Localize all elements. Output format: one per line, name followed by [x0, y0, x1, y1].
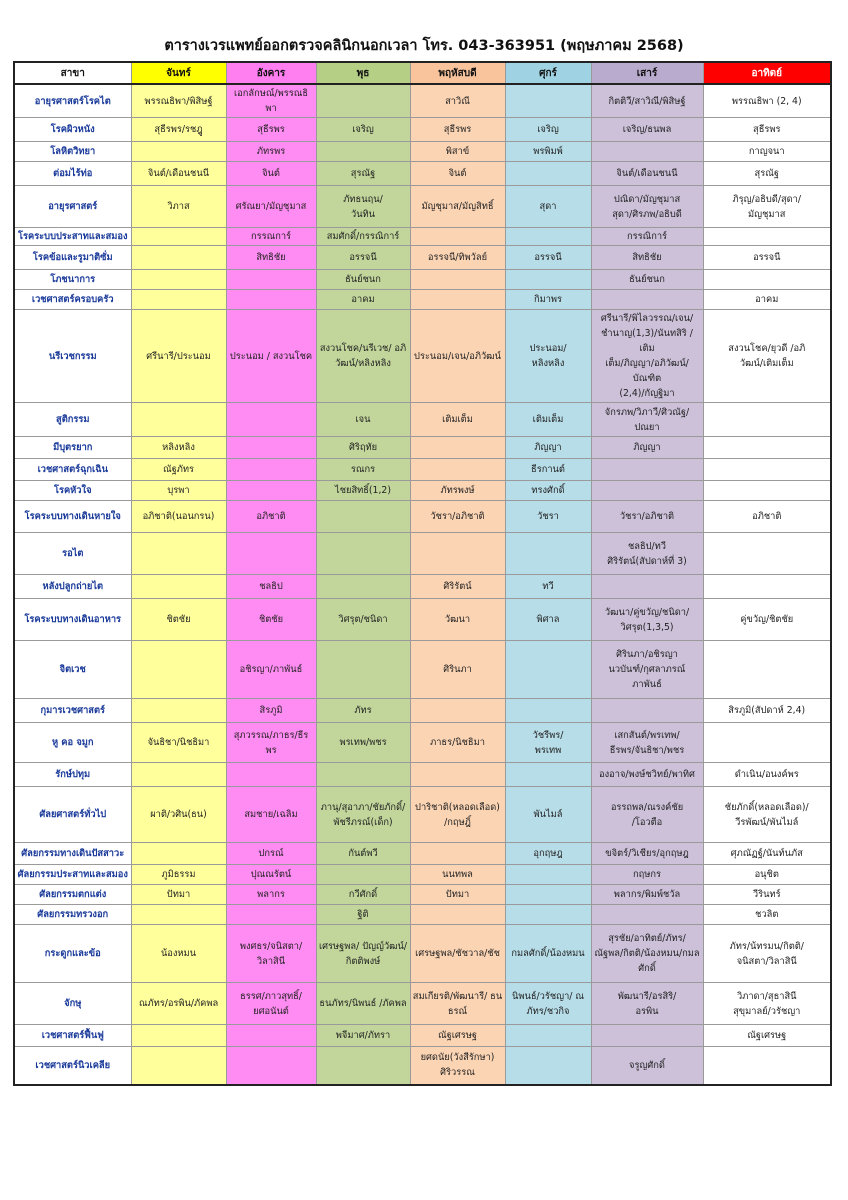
schedule-cell-wednesday [316, 1047, 410, 1085]
schedule-cell-wednesday [316, 501, 410, 533]
dept-cell: นรีเวชกรรม [14, 310, 131, 403]
schedule-cell-friday [505, 641, 591, 699]
schedule-cell-wednesday [316, 575, 410, 599]
schedule-cell-friday: พรพิมพ์ [505, 142, 591, 162]
schedule-cell-thursday [410, 270, 505, 290]
schedule-cell-sunday [703, 403, 831, 437]
schedule-cell-sunday: ศุภณัฏฐ์/นันท์นภัส [703, 843, 831, 865]
schedule-cell-tuesday [226, 459, 316, 481]
dept-cell: โลหิตวิทยา [14, 142, 131, 162]
schedule-cell-thursday [410, 763, 505, 787]
dept-cell: กระดูกและข้อ [14, 925, 131, 983]
schedule-cell-saturday: ปณิดา/มัญชุมาส สุดา/ศิรภพ/อธิบดี [591, 186, 703, 228]
schedule-cell-monday [131, 575, 226, 599]
schedule-cell-tuesday: ชลธิป [226, 575, 316, 599]
schedule-cell-monday: น้องหมน [131, 925, 226, 983]
schedule-cell-tuesday: ศรัณยา/มัญชุมาส [226, 186, 316, 228]
schedule-cell-monday [131, 1047, 226, 1085]
schedule-cell-sunday [703, 228, 831, 246]
schedule-cell-saturday: จินต์/เดือนชนนี [591, 162, 703, 186]
schedule-cell-wednesday: เศรษฐพล/ ปัญญ์วัฒน์/ กิตติพงษ์ [316, 925, 410, 983]
schedule-cell-sunday: ดำเนิน/อนงค์พร [703, 763, 831, 787]
schedule-cell-friday: พันไมล์ [505, 787, 591, 843]
schedule-cell-saturday: จรูญศักดิ์ [591, 1047, 703, 1085]
table-row [14, 162, 831, 186]
schedule-cell-saturday [591, 481, 703, 501]
schedule-cell-sunday [703, 481, 831, 501]
header-day-thursday: พฤหัสบดี [410, 62, 505, 84]
schedule-cell-wednesday: เจริญ [316, 118, 410, 142]
schedule-cell-monday: สุธีรพร/รชฎู [131, 118, 226, 142]
schedule-cell-friday: ทวี [505, 575, 591, 599]
schedule-cell-friday [505, 699, 591, 723]
schedule-cell-monday: ปัทมา [131, 885, 226, 905]
header-day-tuesday: อังคาร [226, 62, 316, 84]
schedule-cell-friday [505, 885, 591, 905]
header-day-friday: ศุกร์ [505, 62, 591, 84]
schedule-cell-tuesday: ชิตชัย [226, 599, 316, 641]
schedule-cell-friday [505, 865, 591, 885]
schedule-cell-monday [131, 699, 226, 723]
table-row [14, 84, 831, 118]
dept-cell: อายุรศาสตร์ [14, 186, 131, 228]
schedule-cell-monday: ภูมิธรรม [131, 865, 226, 885]
schedule-cell-saturday: พัฒนารี/อรสิริ/ อรพิน [591, 983, 703, 1025]
table-row [14, 501, 831, 533]
schedule-cell-tuesday: กรรณการ์ [226, 228, 316, 246]
table-row [14, 118, 831, 142]
schedule-cell-thursday: ภาธร/นิชธิมา [410, 723, 505, 763]
table-row [14, 843, 831, 865]
schedule-cell-sunday [703, 459, 831, 481]
schedule-cell-tuesday [226, 1047, 316, 1085]
schedule-cell-thursday: ณัฐเศรษฐ [410, 1025, 505, 1047]
dept-cell: กุมารเวชศาสตร์ [14, 699, 131, 723]
header-day-monday: จันทร์ [131, 62, 226, 84]
schedule-cell-wednesday [316, 641, 410, 699]
schedule-cell-sunday [703, 723, 831, 763]
schedule-cell-monday [131, 641, 226, 699]
schedule-cell-monday: จินต์/เดือนชนนี [131, 162, 226, 186]
schedule-cell-wednesday: อรรจนี [316, 246, 410, 270]
schedule-cell-tuesday: สุธีรพร [226, 118, 316, 142]
dept-cell: เวชศาสตร์นิวเคลีย [14, 1047, 131, 1085]
schedule-cell-wednesday: ฐิติ [316, 905, 410, 925]
dept-cell: สูติกรรม [14, 403, 131, 437]
table-row [14, 142, 831, 162]
table-row [14, 310, 831, 403]
schedule-cell-sunday: คู่ขวัญ/ชิตชัย [703, 599, 831, 641]
schedule-cell-sunday [703, 437, 831, 459]
schedule-cell-tuesday: สุภวรรณ/ภาธร/ธีรพร [226, 723, 316, 763]
schedule-cell-saturday [591, 699, 703, 723]
table-row [14, 905, 831, 925]
schedule-cell-saturday: ขจิตร์/วิเชียร/อุกฤษฎ [591, 843, 703, 865]
dept-cell: โรคหัวใจ [14, 481, 131, 501]
schedule-cell-monday [131, 1025, 226, 1047]
schedule-cell-friday: วัชรีพร/ พรเทพ [505, 723, 591, 763]
schedule-table [13, 61, 832, 1086]
dept-cell: โรคข้อและรูมาติซั่ม [14, 246, 131, 270]
schedule-cell-thursday [410, 437, 505, 459]
schedule-cell-friday: เติมเต็ม [505, 403, 591, 437]
schedule-cell-monday [131, 142, 226, 162]
dept-cell: ศัลยกรรมทรวงอก [14, 905, 131, 925]
schedule-cell-monday: พรรณธิพา/พิสิษฐ์ [131, 84, 226, 118]
schedule-cell-friday: ธีรกานต์ [505, 459, 591, 481]
schedule-cell-tuesday [226, 437, 316, 459]
schedule-cell-friday: สุดา [505, 186, 591, 228]
schedule-cell-monday: ณัฐภัทร [131, 459, 226, 481]
schedule-cell-thursday [410, 533, 505, 575]
schedule-cell-wednesday: พรเทพ/พชร [316, 723, 410, 763]
schedule-cell-wednesday: พจีมาศ/ภัทรา [316, 1025, 410, 1047]
schedule-cell-saturday: ชลธิป/ทวี ศิริรัตน์(สัปดาห์ที่ 3) [591, 533, 703, 575]
schedule-cell-wednesday: ธันย์ชนก [316, 270, 410, 290]
schedule-cell-saturday: สิทธิชัย [591, 246, 703, 270]
table-row [14, 885, 831, 905]
schedule-cell-wednesday: ศิริฤทัย [316, 437, 410, 459]
schedule-cell-wednesday: สมศักดิ์/กรรณิการ์ [316, 228, 410, 246]
schedule-cell-sunday [703, 641, 831, 699]
schedule-cell-monday [131, 270, 226, 290]
schedule-cell-wednesday [316, 142, 410, 162]
schedule-cell-thursday: สมเกียรติ/พัฒนารี/ ธน ธรณ์ [410, 983, 505, 1025]
schedule-cell-sunday: วิภาดา/สุธาสินี สุขุมาลย์/วรัชญา [703, 983, 831, 1025]
schedule-cell-tuesday: จินต์ [226, 162, 316, 186]
dept-cell: เวชศาสตร์ครอบครัว [14, 290, 131, 310]
schedule-cell-saturday: เสกสันต์/พรเทพ/ ธีรพร/จันธิชา/พชร [591, 723, 703, 763]
schedule-cell-wednesday: สงวนโชค/นรีเวช/ อภิ วัฒน์/หลิงหลิง [316, 310, 410, 403]
schedule-cell-saturday: ภิญญา [591, 437, 703, 459]
schedule-cell-sunday: อภิชาติ [703, 501, 831, 533]
table-row [14, 599, 831, 641]
schedule-cell-saturday [591, 290, 703, 310]
table-row [14, 228, 831, 246]
table-row [14, 641, 831, 699]
schedule-cell-saturday [591, 1025, 703, 1047]
schedule-cell-monday: ศรีนารี/ประนอม [131, 310, 226, 403]
schedule-body [14, 84, 831, 1085]
schedule-cell-wednesday: วิศรุต/ชนิดา [316, 599, 410, 641]
schedule-cell-monday [131, 403, 226, 437]
schedule-cell-thursday: จินต์ [410, 162, 505, 186]
schedule-cell-friday: ภิญญา [505, 437, 591, 459]
schedule-cell-friday [505, 1025, 591, 1047]
schedule-cell-friday [505, 533, 591, 575]
schedule-cell-saturday: สุรชัย/อาทิตย์/ภัทร/ ณัฐพล/กิตติ/น้องหมน/กมล ศักดิ์ [591, 925, 703, 983]
table-row [14, 186, 831, 228]
header-day-wednesday: พุธ [316, 62, 410, 84]
schedule-cell-tuesday: ประนอม / สงวนโชค [226, 310, 316, 403]
schedule-cell-thursday: เติมเต็ม [410, 403, 505, 437]
schedule-cell-friday: นิพนธ์/วรัชญา/ ณ ภัทร/ชวกิจ [505, 983, 591, 1025]
schedule-cell-sunday: พรรณธิพา (2, 4) [703, 84, 831, 118]
dept-cell: โรคระบบทางเดินหายใจ [14, 501, 131, 533]
schedule-cell-sunday: ภิรุญ/อธิบดี/สุดา/ มัญชุมาส [703, 186, 831, 228]
schedule-cell-saturday: ธันย์ชนก [591, 270, 703, 290]
schedule-cell-thursday [410, 843, 505, 865]
schedule-cell-saturday [591, 142, 703, 162]
schedule-cell-wednesday: ไชยสิทธิ์(1,2) [316, 481, 410, 501]
schedule-cell-thursday: พิสาข์ [410, 142, 505, 162]
schedule-cell-tuesday [226, 270, 316, 290]
dept-cell: มีบุตรยาก [14, 437, 131, 459]
schedule-cell-tuesday: สิทธิชัย [226, 246, 316, 270]
schedule-cell-friday: อุกฤษฎ [505, 843, 591, 865]
schedule-cell-sunday: ณัฐเศรษฐ [703, 1025, 831, 1047]
schedule-cell-friday: พิศาล [505, 599, 591, 641]
schedule-cell-tuesday [226, 403, 316, 437]
dept-cell: ศัลยศาสตร์ทั่วไป [14, 787, 131, 843]
schedule-cell-sunday [703, 1047, 831, 1085]
schedule-cell-thursday: มัญชุมาส/มัญสิทธิ์ [410, 186, 505, 228]
table-row [14, 865, 831, 885]
schedule-cell-thursday: สาวิณี [410, 84, 505, 118]
schedule-cell-monday: ชิตชัย [131, 599, 226, 641]
table-row [14, 533, 831, 575]
schedule-cell-wednesday [316, 84, 410, 118]
schedule-cell-wednesday: เจน [316, 403, 410, 437]
schedule-cell-wednesday [316, 533, 410, 575]
dept-cell: เวชศาสตร์ฉุกเฉิน [14, 459, 131, 481]
schedule-cell-friday [505, 162, 591, 186]
schedule-cell-friday [505, 763, 591, 787]
schedule-cell-wednesday: ธนภัทร/นิพนธ์ /ภัคพล [316, 983, 410, 1025]
schedule-cell-sunday: สุธีรพร [703, 118, 831, 142]
table-row [14, 1047, 831, 1085]
schedule-cell-saturday: วัฒนา/คู่ขวัญ/ชนิดา/ วิศรุต(1,3,5) [591, 599, 703, 641]
dept-cell: ศัลยกรรมทางเดินปัสสาวะ [14, 843, 131, 865]
schedule-cell-tuesday [226, 481, 316, 501]
schedule-cell-saturday: กิตติวี/สาวิณี/พิสิษฐ์ [591, 84, 703, 118]
schedule-cell-tuesday [226, 290, 316, 310]
schedule-cell-tuesday [226, 1025, 316, 1047]
schedule-cell-friday [505, 228, 591, 246]
schedule-cell-sunday: ชวลิต [703, 905, 831, 925]
schedule-cell-wednesday: กันต์พวี [316, 843, 410, 865]
dept-cell: ต่อมไร้ท่อ [14, 162, 131, 186]
schedule-cell-monday: บุรพา [131, 481, 226, 501]
dept-cell: ศัลยกรรมประสาทและสมอง [14, 865, 131, 885]
schedule-cell-thursday [410, 905, 505, 925]
table-row [14, 481, 831, 501]
dept-cell: โรคผิวหนัง [14, 118, 131, 142]
schedule-cell-tuesday: เอกลักษณ์/พรรณธิพา [226, 84, 316, 118]
schedule-cell-sunday: ภัทร/น้ทรมน/กิตติ/ จนิสตา/วิลาสินี [703, 925, 831, 983]
table-row [14, 787, 831, 843]
schedule-cell-monday [131, 533, 226, 575]
dept-cell: จักษุ [14, 983, 131, 1025]
schedule-cell-monday [131, 228, 226, 246]
schedule-cell-thursday: วัชรา/อภิชาติ [410, 501, 505, 533]
dept-cell: รักษ์ปทุม [14, 763, 131, 787]
schedule-cell-tuesday: พงศธร/จนิสตา/วิลาสินี [226, 925, 316, 983]
header-row [14, 62, 831, 84]
schedule-cell-saturday: กรรณิการ์ [591, 228, 703, 246]
dept-cell: เวชศาสตร์ฟื้นฟู [14, 1025, 131, 1047]
schedule-cell-saturday [591, 459, 703, 481]
schedule-cell-friday [505, 84, 591, 118]
schedule-cell-saturday [591, 575, 703, 599]
table-row [14, 925, 831, 983]
header-day-sunday: อาทิตย์ [703, 62, 831, 84]
schedule-cell-monday [131, 843, 226, 865]
page-title: ตารางเวรแพทย์ออกตรวจคลินิกนอกเวลา โทร. 043-363951 (พฤษภาคม 2568) [164, 38, 684, 54]
table-row [14, 575, 831, 599]
table-row [14, 763, 831, 787]
schedule-cell-thursday: ศิรินภา [410, 641, 505, 699]
schedule-cell-thursday: ภัทรพงษ์ [410, 481, 505, 501]
schedule-cell-tuesday [226, 533, 316, 575]
table-row [14, 403, 831, 437]
schedule-cell-sunday [703, 575, 831, 599]
schedule-cell-monday [131, 290, 226, 310]
table-row [14, 290, 831, 310]
schedule-cell-wednesday: สุรณัฐ [316, 162, 410, 186]
dept-cell: หลังปลูกถ่ายไต [14, 575, 131, 599]
schedule-cell-saturday: วัชรา/อภิชาติ [591, 501, 703, 533]
schedule-cell-thursday [410, 228, 505, 246]
table-row [14, 437, 831, 459]
schedule-cell-thursday: ประนอม/เจน/อภิวัฒน์ [410, 310, 505, 403]
schedule-cell-wednesday: ภานุ/สุอาภา/ชัยภักดิ์/ พัชรีภรณ์(เด็ก) [316, 787, 410, 843]
dept-cell: รอไต [14, 533, 131, 575]
schedule-cell-saturday [591, 905, 703, 925]
schedule-cell-wednesday: ภัทร [316, 699, 410, 723]
schedule-cell-monday [131, 905, 226, 925]
schedule-cell-sunday: สิรภูมิ(สัปดาห์ 2,4) [703, 699, 831, 723]
dept-cell: หู คอ จมูก [14, 723, 131, 763]
schedule-cell-tuesday [226, 905, 316, 925]
schedule-cell-monday: หลิงหลิง [131, 437, 226, 459]
table-row [14, 699, 831, 723]
schedule-cell-tuesday: สิรภูมิ [226, 699, 316, 723]
schedule-cell-monday [131, 246, 226, 270]
schedule-cell-thursday: ศิริรัตน์ [410, 575, 505, 599]
schedule-cell-saturday: องอาจ/พงษ์ชวิทย์/พาทิศ [591, 763, 703, 787]
schedule-cell-monday [131, 763, 226, 787]
schedule-cell-saturday: ศรีนารี/พิไลวรรณ/เจน/ ชำนาญ(1,3)/นันทสิริ /เติม เต็ม/ภิญญา/อภิวัฒน์/บัณฑิต (2,4)/กัญฐิมา [591, 310, 703, 403]
schedule-cell-friday: วัชรา [505, 501, 591, 533]
schedule-cell-wednesday [316, 763, 410, 787]
dept-cell: โรคระบบประสาทและสมอง [14, 228, 131, 246]
schedule-cell-wednesday: กวีศักดิ์ [316, 885, 410, 905]
schedule-cell-friday: เจริญ [505, 118, 591, 142]
schedule-cell-sunday: ชัยภักดิ์(หลอดเลือด)/ วีรพัฒน์/พันไมล์ [703, 787, 831, 843]
schedule-cell-monday: ณภัทร/อรพิน/ภัคพล [131, 983, 226, 1025]
schedule-cell-thursday: นนทพล [410, 865, 505, 885]
schedule-cell-thursday: ปัทมา [410, 885, 505, 905]
dept-cell: โภชนาการ [14, 270, 131, 290]
schedule-cell-friday: ประนอม/ หลิงหลิง [505, 310, 591, 403]
schedule-cell-sunday [703, 270, 831, 290]
schedule-cell-friday [505, 905, 591, 925]
schedule-cell-sunday: สงวนโชค/ยุวดี /อภิ วัฒน์/เติมเต็ม [703, 310, 831, 403]
schedule-cell-friday: กิมาพร [505, 290, 591, 310]
table-row [14, 246, 831, 270]
schedule-cell-tuesday: ปุณณรัตน์ [226, 865, 316, 885]
header-day-saturday: เสาร์ [591, 62, 703, 84]
schedule-cell-friday: กมลศักดิ์/น้องหมน [505, 925, 591, 983]
schedule-cell-saturday: จักรภพ/วิภาวี/ศิวณัฐ/ปณยา [591, 403, 703, 437]
schedule-cell-sunday: อนุชิต [703, 865, 831, 885]
schedule-cell-saturday: เจริญ/ธนพล [591, 118, 703, 142]
schedule-cell-thursday: วัฒนา [410, 599, 505, 641]
dept-cell: ศัลยกรรมตกแต่ง [14, 885, 131, 905]
schedule-cell-sunday: วีรินทร์ [703, 885, 831, 905]
schedule-cell-monday: วิภาส [131, 186, 226, 228]
table-row [14, 983, 831, 1025]
schedule-cell-saturday: อรรถพล/ณรงค์ชัย /โอวตือ [591, 787, 703, 843]
schedule-cell-tuesday: ธรรศ/ภาวสุทธิ์/ ยศอนันต์ [226, 983, 316, 1025]
schedule-cell-sunday: กาญจนา [703, 142, 831, 162]
schedule-cell-sunday: อรรจนี [703, 246, 831, 270]
schedule-cell-friday: อรรจนี [505, 246, 591, 270]
schedule-cell-tuesday: พลากร [226, 885, 316, 905]
table-row [14, 270, 831, 290]
schedule-cell-thursday [410, 290, 505, 310]
schedule-cell-sunday: อาคม [703, 290, 831, 310]
schedule-cell-tuesday: สมชาย/เฉลิม [226, 787, 316, 843]
schedule-cell-wednesday: รณกร [316, 459, 410, 481]
schedule-cell-wednesday: อาคม [316, 290, 410, 310]
schedule-cell-friday: ทรงศักดิ์ [505, 481, 591, 501]
schedule-cell-thursday [410, 459, 505, 481]
schedule-cell-tuesday [226, 763, 316, 787]
schedule-cell-wednesday: ภัทธนฤน/ วันทิน [316, 186, 410, 228]
schedule-cell-sunday [703, 533, 831, 575]
schedule-cell-thursday: สุธีรพร [410, 118, 505, 142]
schedule-cell-tuesday: ปกรณ์ [226, 843, 316, 865]
schedule-cell-wednesday [316, 865, 410, 885]
table-row [14, 459, 831, 481]
schedule-cell-friday [505, 1047, 591, 1085]
schedule-cell-saturday: กฤษกร [591, 865, 703, 885]
schedule-cell-monday: จันธิชา/นิชธิมา [131, 723, 226, 763]
schedule-cell-thursday: อรรจนี/ทิพวัลย์ [410, 246, 505, 270]
dept-cell: โรคระบบทางเดินอาหาร [14, 599, 131, 641]
dept-cell: จิตเวช [14, 641, 131, 699]
schedule-cell-monday: ผาติ/วศิน(ธน) [131, 787, 226, 843]
schedule-cell-thursday: ปาริชาติ(หลอดเลือด) /กฤษฎิ์ [410, 787, 505, 843]
table-row [14, 723, 831, 763]
schedule-cell-thursday: ยศดนัย(วังสีรักษา) ศิริวรรณ [410, 1047, 505, 1085]
header-dept: สาขา [14, 62, 131, 84]
schedule-cell-thursday: เศรษฐพล/ชัชวาล/ชัช [410, 925, 505, 983]
schedule-cell-saturday: ศิรินภา/อชิรญา นวบันฑ์/กุศลาภรณ์ ภาพันธ์ [591, 641, 703, 699]
schedule-cell-saturday: พลากร/พิมพ์ชวัล [591, 885, 703, 905]
schedule-cell-tuesday: อชิรญา/ภาพันธ์ [226, 641, 316, 699]
schedule-cell-thursday [410, 699, 505, 723]
schedule-cell-sunday: สุรณัฐ [703, 162, 831, 186]
schedule-cell-friday [505, 270, 591, 290]
table-row [14, 1025, 831, 1047]
dept-cell: อายุรศาสตร์โรคไต [14, 84, 131, 118]
schedule-cell-monday: อภิชาติ(นอนกรน) [131, 501, 226, 533]
schedule-cell-tuesday: อภิชาติ [226, 501, 316, 533]
schedule-cell-tuesday: ภัทรพร [226, 142, 316, 162]
